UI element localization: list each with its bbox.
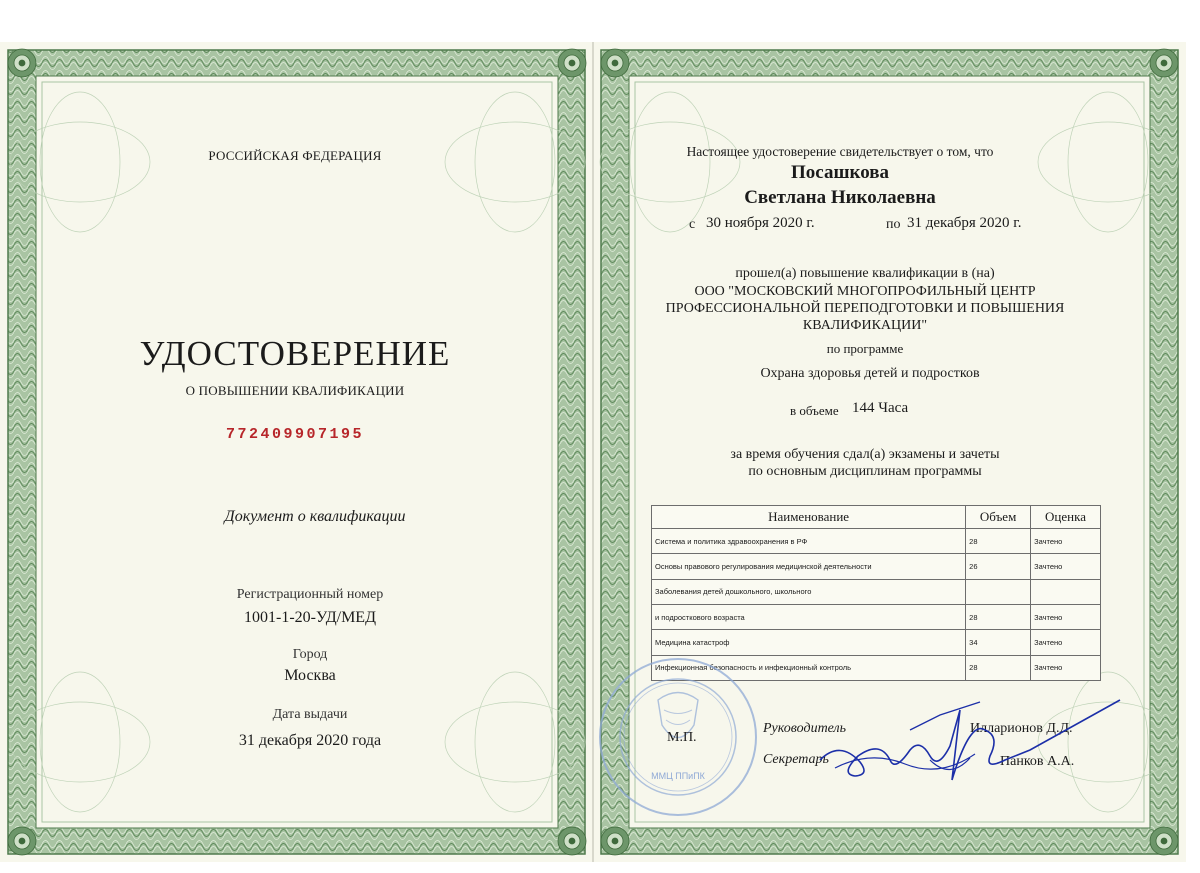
subject-volume: 28 (966, 529, 1031, 554)
table-row (652, 604, 1101, 629)
left-page (0, 42, 592, 862)
country-label: РОССИЙСКАЯ ФЕДЕРАЦИЯ (208, 148, 382, 163)
table-row (652, 579, 1101, 604)
subject-grade: Зачтено (1031, 604, 1101, 629)
subject-grade: Зачтено (1031, 529, 1101, 554)
subject-volume (966, 579, 1031, 604)
subject-volume: 28 (966, 604, 1031, 629)
subject-name: Медицина катастроф (652, 630, 966, 655)
subject-name: Заболевания детей дошкольного, школьного (652, 579, 966, 604)
holder-surname: Посашкова (791, 162, 889, 183)
signature-scribble (800, 690, 1130, 800)
subject-grade: Зачтено (1031, 630, 1101, 655)
subject-volume: 26 (966, 554, 1031, 579)
city-label: Город (292, 647, 328, 662)
header-grade: Оценка (1031, 506, 1101, 529)
subject-name: Основы правового регулирования медицинской деятельности (652, 554, 966, 579)
subject-grade (1031, 579, 1101, 604)
period-to-date: 31 декабря 2020 г. (907, 215, 1022, 231)
program-label: по программе (826, 341, 904, 356)
header-volume: Объем (966, 506, 1031, 529)
holder-given-names: Светлана Николаевна (744, 187, 936, 208)
table-row (652, 529, 1101, 554)
issue-date-value: 31 декабря 2020 года (238, 732, 382, 749)
city-value: Москва (284, 667, 336, 684)
subject-volume: 34 (966, 630, 1031, 655)
subject-name: Система и политика здравоохранения в РФ (652, 529, 966, 554)
exams-line-1: за время обучения сдал(а) экзамены и зачеты (730, 447, 1000, 462)
document-subtitle: О ПОВЫШЕНИИ КВАЛИФИКАЦИИ (185, 383, 405, 398)
intro-text: Настоящее удостоверение свидетельствует о том, что (686, 144, 994, 159)
secretary-name: Панков А.А. (1000, 754, 1075, 769)
org-line-1: ООО "МОСКОВСКИЙ МНОГОПРОФИЛЬНЫЙ ЦЕНТР (694, 284, 1036, 299)
registration-label: Регистрационный номер (236, 587, 384, 602)
table-header-row (652, 506, 1101, 529)
secretary-label: Секретарь (763, 752, 829, 767)
table-row (652, 554, 1101, 579)
serial-number: 772409907195 (225, 426, 365, 443)
period-from-date: 30 ноября 2020 г. (706, 215, 815, 231)
seal-label: М.П. (667, 730, 697, 745)
subject-volume: 28 (966, 655, 1031, 680)
subject-grade: Зачтено (1031, 655, 1101, 680)
stamp-text: ММЦ ППиПК (651, 771, 705, 781)
exams-line-2: по основным дисциплинам программы (748, 464, 982, 479)
head-label: Руководитель (763, 721, 847, 736)
header-name: Наименование (652, 506, 966, 529)
volume-value: 144 Часа (852, 400, 909, 416)
passed-text: прошел(а) повышение квалификации в (на) (735, 266, 995, 281)
program-name: Охрана здоровья детей и подростков (760, 366, 980, 381)
period-from-label: с (689, 217, 696, 232)
table-row (652, 630, 1101, 655)
subject-name: и подросткового возраста (652, 604, 966, 629)
org-line-3: КВАЛИФИКАЦИИ" (802, 318, 928, 333)
volume-label: в объеме (790, 403, 839, 418)
period-to-label: по (886, 217, 901, 232)
subject-name: Инфекционная безопасность и инфекционный контроль (652, 655, 966, 680)
head-name: Илларионов Д.Д. (970, 721, 1073, 736)
registration-value: 1001-1-20-УД/МЕД (244, 609, 376, 626)
issue-date-label: Дата выдачи (272, 707, 348, 722)
document-title: УДОСТОВЕРЕНИЕ (139, 334, 451, 373)
subject-grade: Зачтено (1031, 554, 1101, 579)
org-line-2: ПРОФЕССИОНАЛЬНОЙ ПЕРЕПОДГОТОВКИ И ПОВЫШЕНИЯ (665, 301, 1065, 316)
document-type: Документ о квалификации (224, 508, 406, 525)
